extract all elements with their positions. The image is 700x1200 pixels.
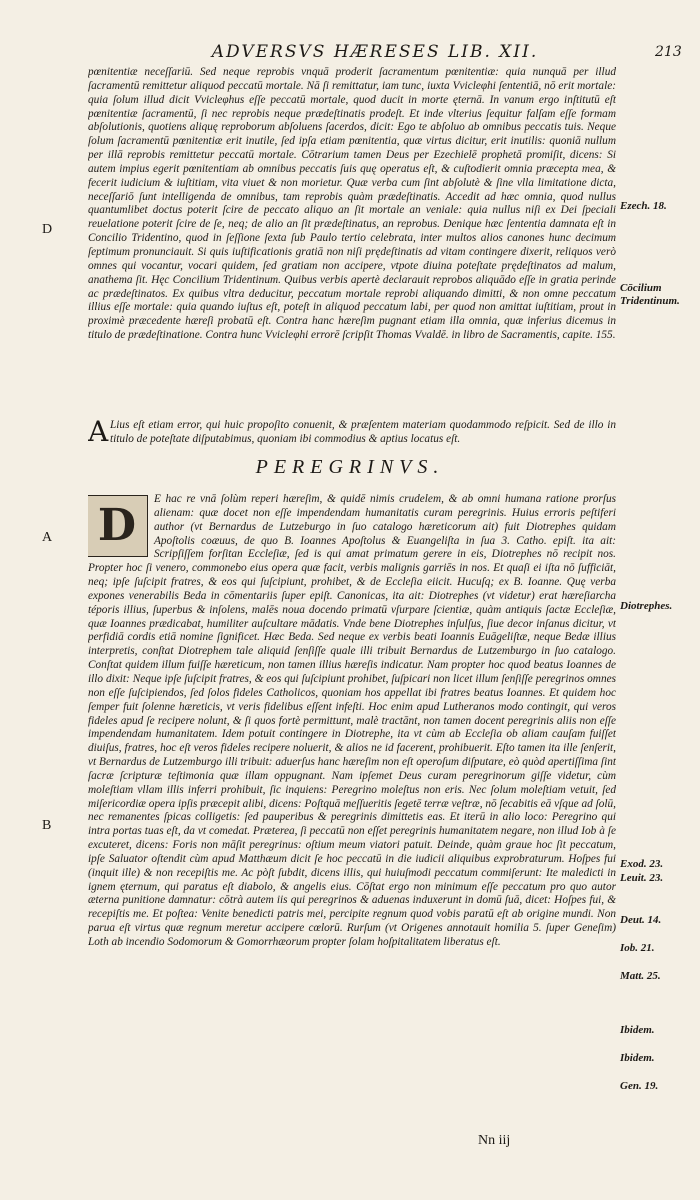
- margin-letter-b: B: [42, 818, 52, 833]
- margin-ref-matt: Matt. 25.: [620, 970, 661, 982]
- section-title: PEREGRINVS.: [255, 456, 445, 478]
- decorated-initial-d: D: [88, 495, 148, 557]
- paragraph-alius-error: Lius eſt etiam error, qui huic propoſito conuenit, & præſentem materiam quodammodo reſpicit. Sed de illo in titulo de poteſtate diſputabimus, quoniam ibi commodius & aptius locatus eſt.: [110, 419, 616, 445]
- margin-letter-d: D: [42, 222, 53, 237]
- text-block-alius-error: [88, 419, 616, 449]
- margin-ref-exod: Exod. 23.: [620, 858, 664, 870]
- text-block-continuation: [88, 66, 616, 418]
- signature-mark: Nn iij: [478, 1133, 511, 1148]
- margin-ref-ezech: Ezech. 18.: [620, 200, 667, 212]
- paragraph-peregrinus: E hac re vnā ſolùm reperi hæreſim, & quidē nimis crudelem, & ab omni humana ratione prorſus alienam: quæ docet non eſſe impendendam humanitatis curam peregrinis. Huius erroris peſtiferi author (vt Bernardus de Lutzeburgo in ſuo catalogo hæreticorum ait) fuit Diotrephes quidam Apoſtolis coæuus, de quo B. Ioannes Apoſtolus & Euangeliſta in ſua 3. Catho. epiſt. ita ait: Scripſiſſem forſitan Eccleſiæ, ſed is qui amat primatum gerere in eis, Diotrephes nō recipit nos. Propter hoc ſi venero, commonebo eius opera quæ facit, verbis malignis garriēs in nos. Et quaſi ei iſta nō ſufficiāt, neq; ipſe ſuſcipit fratres, & eos qui ſuſcipiunt, prohibet, & de Eccleſia eiicit. Hucuſq; ex B. Ioanne. Quę verba expones venerabilis Beda in cōmentariis ſuper epiſt. Canonicas, ita ait: Diotrephes (vt videtur) erat hæreſiarcha téporis illius, ſuperbus & inſolens, malēs noua docendo primatū vſurpare ſcientiæ, quàm antiquis ſactæ Eccleſiæ, quæ Ioannes prædicabat, humiliter auſcultare mādatis. Vnde bene Diotrephes inſulſus, ſiue decor inſanus dicitur, vt perfidiā cordis etiā nomine ſignificet. Hæc Beda. Sed neque ex verbis beati Ioannis Euāgeliſtæ, neque Bedæ illius interpretis, conſtat Diotrephem tale aliquid ſenſiſſe quale illi tribuit Bernardus de Lutzemburgo in ſuo catalogo. Conſtat quidem illum fuiſſe hæreticum, non tamen illius hæreſis indicatur. Nam propter hoc quod beatus Ioannes de illo dixit: Neque ipſe ſuſcipit fratres, & eos qui ſuſcipiunt prohibet, ſuſpicari non licet illum ſenſiſſe peregrinos omnes non eſſe ſuſcipiendos, ſed ſolos fideles Catholicos, quoniam hos appellat ibi fratres beatus Ioannes. Et quidem hoc ſemper fuit ſolenne hæreticis, vt veris fidelibus eſſent infeſti. Hoc enim apud Lutheranos modo contingit, qui veros fideles apud ſe recipere nolunt, & ſi quos fortè permittunt, malè tractānt, non tamen docent peregrinis aliis non eſſe impendendam humanitatem. Idem potuit contingere in Diotrephe, ita vt cùm ab Eccleſia ob aliam cauſam fuiſſet diuiſus, fratres, hoc eſt veros fideles recipere noluerit, & alios ne id facerent, prohibuerit. Eſto tamen ita ille ſenſerit, vt Bernardus de Lutzemburgo illi tribuit: aduerſus hanc hæreſim non eſt operoſum diſputare, eò quòd apertiſſima ſint ſacræ ſcripturæ teſtimonia quæ illam oppugnant. Nam ipſemet Deus curam peregrinorum giſſe videtur, cùm moleſtiam vllam illis inferri prohibuit, ſic inquiens: Peregrino moleſtus non eris. Nec ſolum moleſtiam vetuit, ſed miſericordiæ opera ipſis præcepit alibi, dicens: Poſtquā meſſueritis ſegetē terræ veſtræ, nō ſecabitis eā vſque ad ſolū, nec remanentes ſpicas colligetis: ſed pauperibus & peregrinis dimittetis eas. Et iterū in alio loco: Peregrino qui intra portas tuas eſt, da vt comedat. Præterea, ſi peccatū non eſſet peregrinis humanitatem negare, non illud Iob à ſe excuteret, dicens: Foris non māſit peregrinus: oſtium meum viatori patuit. Deinde, quàm graue hoc ſit peccatum, ipſe Saluator oſtendit cùm apud Matthæum dicit ſe hoc peccatū in die iudicii aliquibus exprobraturum. Hoſpes fui (inquit ille) & non recepiſtis me. Ac pòſt ſubdit, dicens illis, qui huiuſmodi peccatum commiſerunt: Ite maledicti in ignem ęternum, qui paratus eſt diabolo, & angelis eius. Cōſtat ergo non minimum eſſe peccatum pro quo autor æterna punitione damnatur: cōtrà autem iis qui peregrinos & aduenas induxerunt in domū ſuā, dicet: Hoſpes fui, & recepiſtis me. Et poſtea: Venite benedicti patris mei, percipite regnum quod vobis paratū eſt ab origine mundi. Non parua eſt virtus quæ regnum meretur accipere cœlorū. Rurſum (vt Origenes annotauit homilia 5. ſuper Geneſim) Loth ab incendio Sodomorum & Gomorrhæorum propter ſolam hoſpitalitatem liberatus eſt.: [88, 493, 616, 948]
- margin-ref-iob: Iob. 21.: [620, 942, 655, 954]
- running-title: ADVERSVS HÆRESES LIB. XII.: [211, 42, 539, 62]
- margin-ref-diotrephes: Diotrephes.: [620, 600, 673, 612]
- margin-ref-concilium: Cōcilium Tridentinum.: [620, 282, 680, 307]
- page-header: [0, 42, 700, 66]
- margin-ref-ibidem-2: Ibidem.: [620, 1052, 655, 1064]
- margin-letter-a: A: [42, 530, 53, 545]
- margin-ref-ibidem-1: Ibidem.: [620, 1024, 655, 1036]
- margin-ref-deut: Deut. 14.: [620, 914, 662, 926]
- margin-ref-leuit: Leuit. 23.: [620, 872, 664, 884]
- text-block-peregrinus: [88, 493, 616, 1103]
- paragraph-penitentia: pœnitentiæ neceſſariū. Sed neque reprobis vnquā proderit ſacramentum pœnitentiæ: quia nunquā per illud ſacramentū remittetur aliquod peccatū mortale. Nā ſi remittatur, iam tunc, iuxta Vvicleφhi ſententiā, nō erit mortale: quia ſolum illud dicit Vvicleφhus eſſe peccatū mortale, quod ducit in morte ęternā. In vanum ergo inſtitutū eſt pœnitentiæ ſacramentū, ſi nec reprobis neque prædeſtinatis prodeſt. Et inde vlterius ſequitur falſam eſſe formam abſolutionis, quotiens aliquę reproborum abſoluens ſacerdos, dicit: Ego te abſoluo ab omnibus peccatis tuis. Neque ſolum ſacramentū pœnitentiæ erit inutile, ſed ipſa etiam pœnitentia, quæ virtus dicitur, erit inutilis: quoniā nullum per illā reprobis remittetur peccatū mortale. Cōtrarium tamen Deus per Ezechielē prophetā promiſit, dicens: Si autem impius egerit pœnitentiam ab omnibus peccatis ſuis quę operatus eſt, & cuſtodierit omnia præcepta mea, & fecerit iudicium & iuſtitiam, vita viuet & non morietur. Quæ verba cum ſint abſolutè & ſine vlla limitatione dicta, neceſſariō ſunt intelligenda de omnibus, tam reprobis quàm prædeſtinatis. Accedit ad hæc omnia, quod nullus quantumlibet doctus poterit ſcire de peccato aliquo an ſit mortale an veniale: quia nullus niſi ex Dei ſpeciali reuelatione poterit ſcire de ſe, neq; de alio an ſit prædeſtinatus, an reprobus. Denique hæc ſententia damnata eſt in Concilio Tridentino, quod in ſeſſione ſexta ſub Paulo tertio celebrata, inter multos alios canones hunc decimum ſeptimum pronunciauit. Si quis iuſtificationis gratiā non niſi prędeſtinatis ad vitam contingere dixerit, reliquos verò omnes qui vocantur, vocari quidem, ſed gratiam non accipere, vtpote diuina poteſtate prędeſtinatos ad malum, anathema ſit. Hęc Concilium Tridentinum. Quibus verbis apertè declarauit reprobos aliquādo eſſe in gratia perinde ac prædeſtinatos. Ex quibus vltra deducitur, peccatum mortale reprobi aliquando dimitti, & non omne peccatum illius eſſe mortale: quia quando iuſtus eſt, poteſt in aliquod peccatum labi, per quod non amittat iuſtitiam, prout in proximè præcedente hæreſi probatū eſt. Contra hanc hæreſim pugnant etiam illa omnia, quæ inferius dicemus in titulo de prædeſtinatione. Contra hunc Vvicleφhi errorē ſcripſit Thomas Vvaldē. in libro de Sacramentis, capite. 155.: [88, 66, 616, 342]
- margin-ref-gen: Gen. 19.: [620, 1080, 659, 1092]
- initial-letter-a: A: [88, 419, 109, 448]
- page-number: 213: [655, 44, 682, 60]
